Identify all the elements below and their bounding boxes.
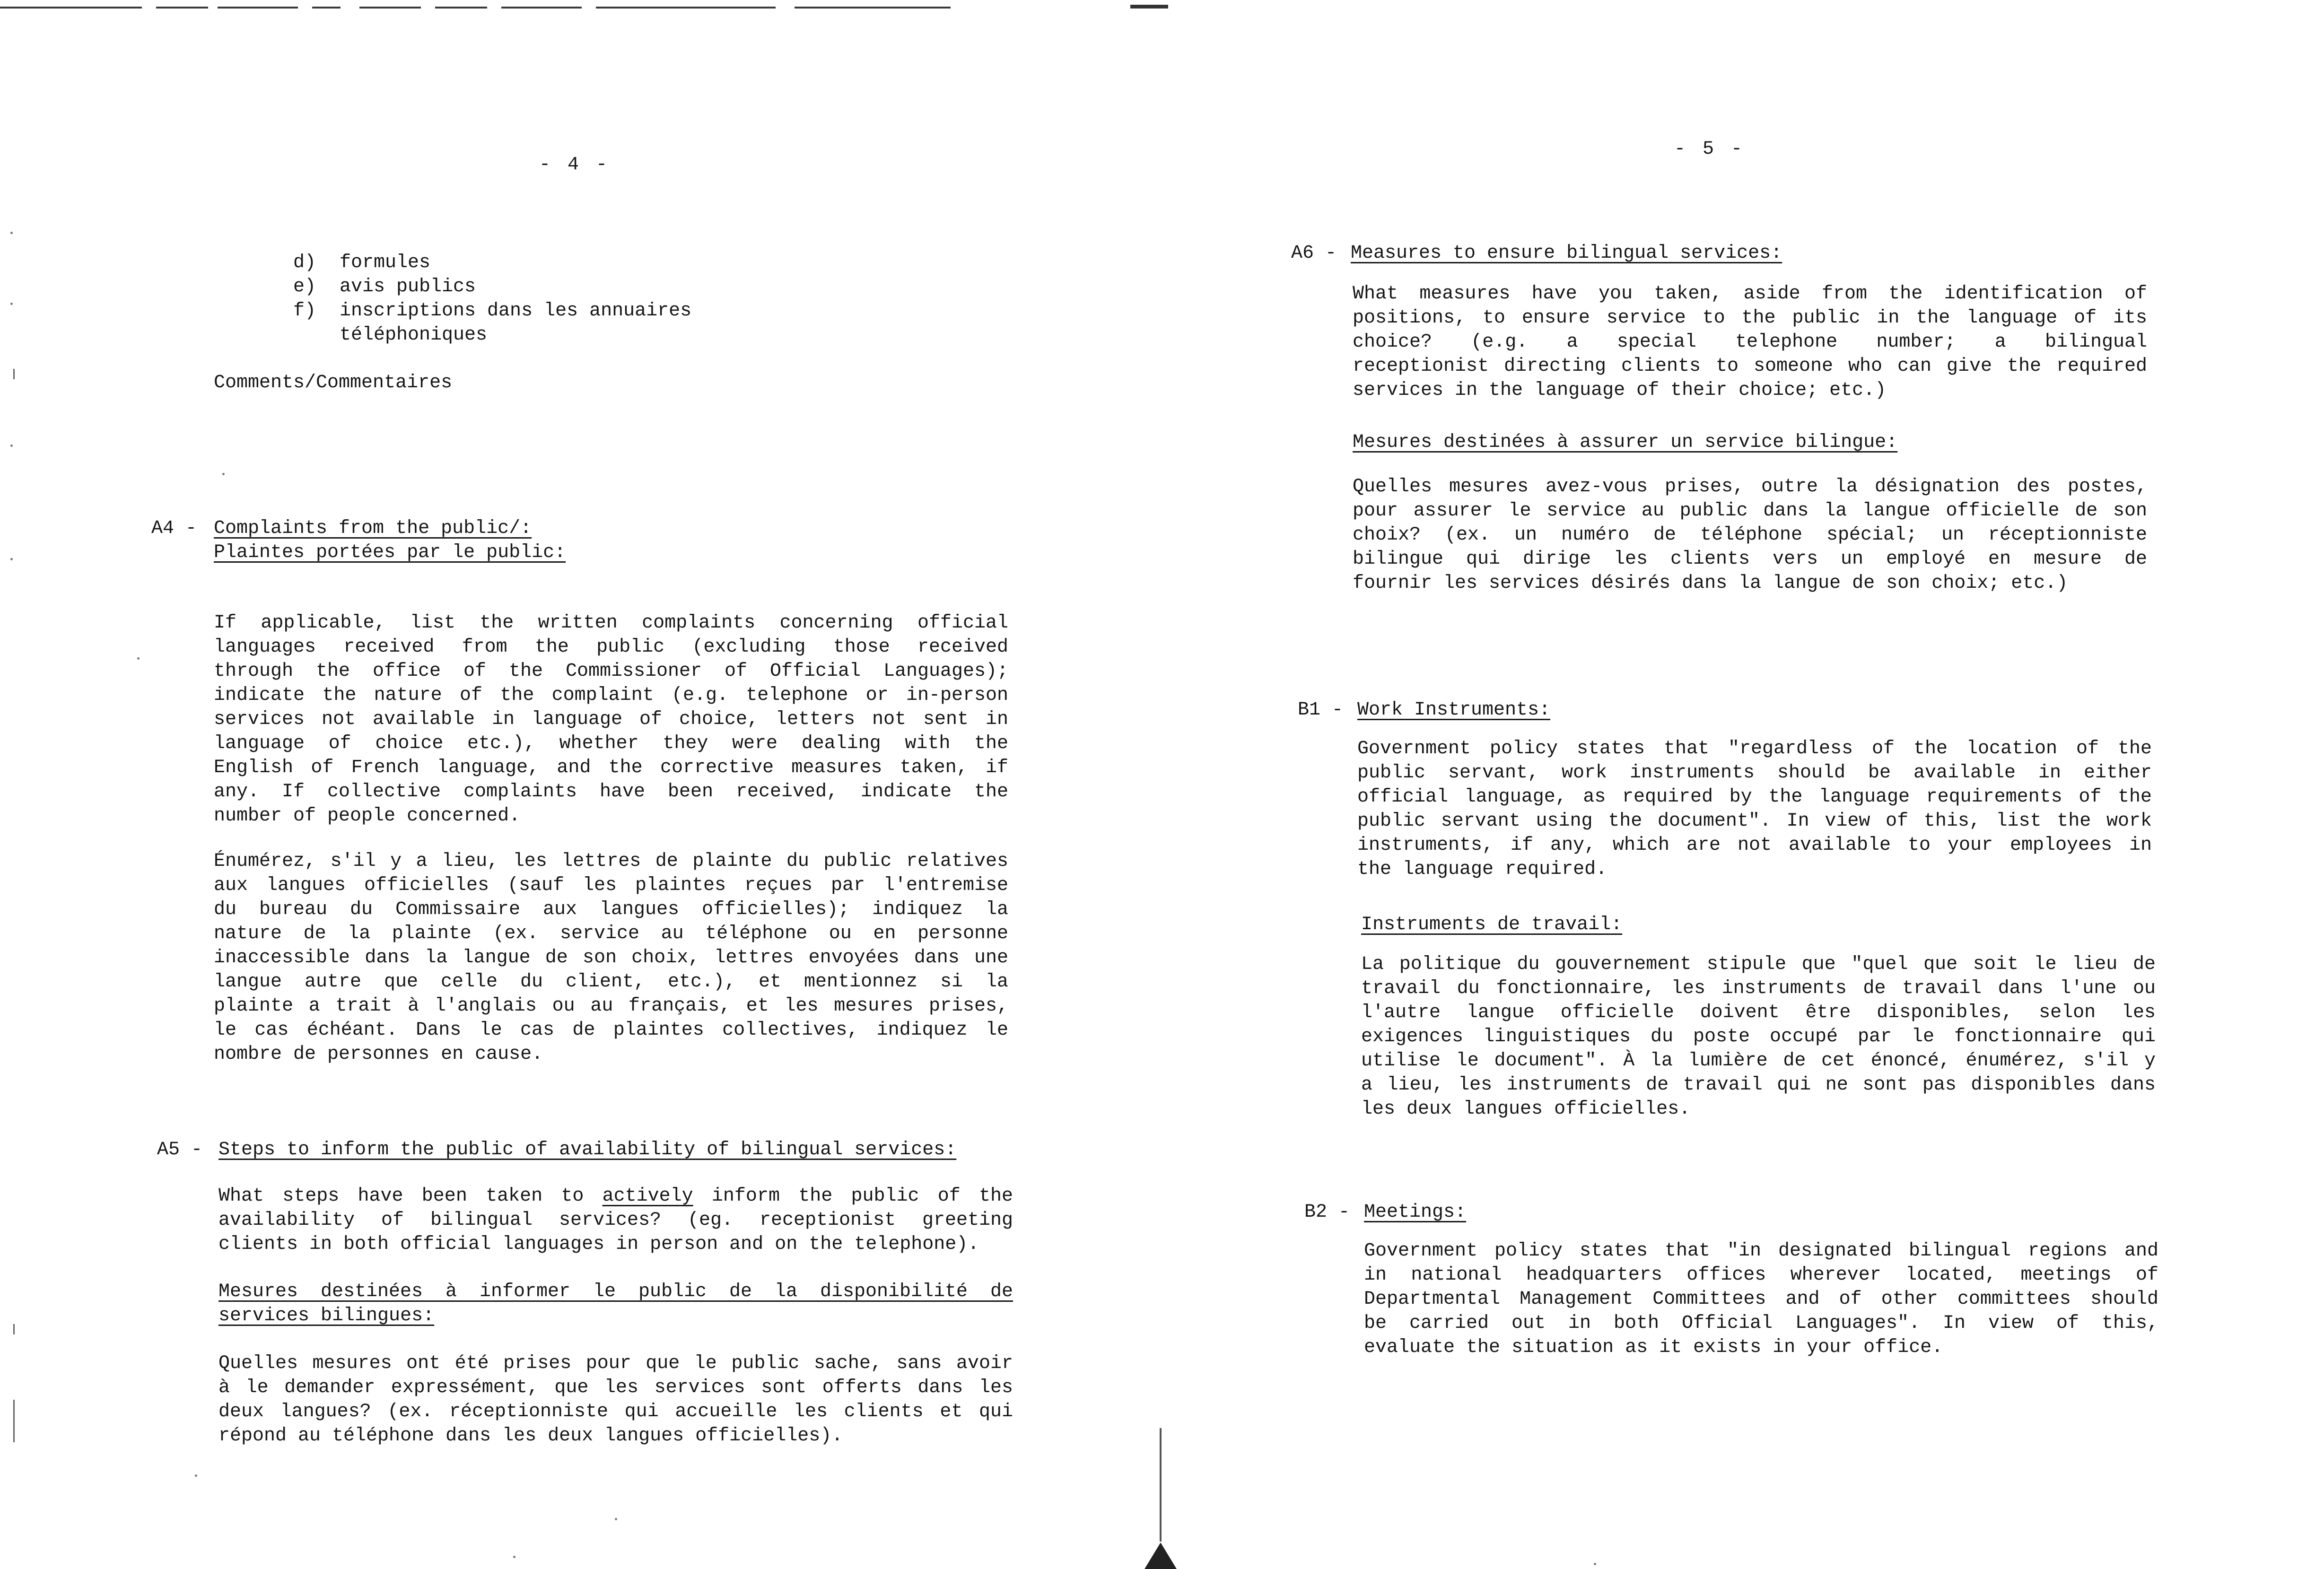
text-line: nombre de personnes en cause. — [214, 1044, 543, 1065]
list-marker: f) — [293, 300, 316, 322]
text-line: à le demander expressément, que les services sont offerts dans les — [218, 1377, 1013, 1398]
list-text: téléphoniques — [340, 324, 488, 346]
paragraph-en — [218, 1184, 1013, 1256]
text-line: inaccessible dans la langue de son choix, lettres envoyées dans une — [214, 947, 1008, 968]
continued-list — [293, 251, 766, 347]
section-heading: Work Instruments: — [1357, 699, 1551, 721]
section-label-b1: B1 - — [1298, 699, 1344, 721]
text-line: the language required. — [1357, 859, 1608, 880]
paragraph-fr — [218, 1351, 1013, 1448]
section-heading: Measures to ensure bilingual services: — [1351, 243, 1782, 264]
text-line: choix? (ex. un numéro de téléphone spécial; un réceptionniste — [1353, 524, 2147, 546]
text-line: any. If collective complaints have been received, indicate the — [214, 781, 1008, 802]
list-marker: d) — [293, 252, 316, 273]
section-label-a4: A4 - — [151, 518, 197, 539]
text-line: bilingue qui dirige les clients vers un employé en mesure de — [1353, 549, 2147, 570]
list-item — [293, 275, 766, 299]
text-line: nature de la plainte (ex. service au téléphone ou en personne — [214, 923, 1008, 944]
text-line: positions, to ensure service to the public in the language of its — [1353, 307, 2147, 329]
section-heading: services bilingues: — [218, 1305, 435, 1326]
text-line: services in the language of their choice; etc.) — [1353, 380, 1887, 401]
text-line: répond au téléphone dans les deux langues officielles). — [218, 1425, 843, 1447]
comments-label: Comments/Commentaires — [214, 372, 453, 393]
section-heading: Complaints from the public/: — [214, 518, 532, 539]
text-line: travail du fonctionnaire, les instruments de travail dans l'une ou — [1361, 978, 2156, 999]
text-line: in national headquarters offices wherever located, meetings of — [1364, 1264, 2158, 1286]
text-line: What measures have you taken, aside from the identification of — [1353, 283, 2147, 305]
text-line: deux langues? (ex. réceptionniste qui accueille les clients et qui — [218, 1401, 1013, 1422]
text-line: fournir les services désirés dans la langue de son choix; etc.) — [1353, 573, 2068, 594]
gutter-line — [1160, 1428, 1162, 1542]
text-line: Departmental Management Committees and of other committees should — [1364, 1289, 2158, 1310]
text-line: pour assurer le service au public dans la langue officielle de son — [1353, 500, 2147, 522]
text-line: indicate the nature of the complaint (e.g. telephone or in-person — [214, 685, 1008, 706]
text-run: inform the public of the — [711, 1185, 1013, 1207]
text-line: through the office of the Commissioner of Official Languages); — [214, 661, 1008, 682]
section-label-b2: B2 - — [1304, 1202, 1350, 1223]
list-text: avis publics — [340, 276, 476, 297]
list-text: formules — [340, 252, 431, 273]
paragraph-fr — [1353, 475, 2147, 595]
text-line: language of choice etc.), whether they were dealing with the — [214, 733, 1008, 754]
section-label-a5: A5 - — [157, 1139, 203, 1160]
paragraph-fr — [214, 849, 1008, 1066]
text-line: English of French language, and the corrective measures taken, if — [214, 757, 1008, 778]
section-heading-fr — [218, 1280, 1013, 1328]
text-line: Government policy states that "in designated bilingual regions and — [1364, 1240, 2158, 1262]
section-heading: Mesures destinées à informer le public de la disponibilité de — [218, 1281, 1013, 1302]
text-line: If applicable, list the written complaints concerning official — [214, 612, 1008, 634]
page-right — [1163, 0, 2324, 1569]
page-number: - 4 - — [539, 154, 611, 175]
list-item — [293, 251, 766, 275]
text-line: clients in both official languages in person and on the telephone). — [218, 1234, 979, 1255]
text-line: Quelles mesures ont été prises pour que le public sache, sans avoir — [218, 1353, 1013, 1374]
paragraph-en — [1357, 737, 2152, 881]
text-line: evaluate the situation as it exists in your office. — [1364, 1337, 1943, 1358]
text-line: Quelles mesures avez-vous prises, outre la désignation des postes, — [1353, 476, 2147, 497]
text-line: les deux langues officielles. — [1361, 1098, 1691, 1120]
text-line — [218, 1184, 1013, 1208]
text-line: languages received from the public (excluding those received — [214, 636, 1008, 658]
text-line: La politique du gouvernement stipule que "quel que soit le lieu de — [1361, 954, 2156, 975]
section-heading: Instruments de travail: — [1361, 914, 1623, 935]
list-text: inscriptions dans les annuaires — [340, 300, 692, 322]
paragraph-en — [1364, 1239, 2158, 1360]
page-left — [0, 0, 1154, 1569]
text-line: exigences linguistiques du poste occupé par le fonctionnaire qui — [1361, 1026, 2156, 1047]
text-run: What steps have been taken to — [218, 1185, 584, 1207]
text-line: Énumérez, s'il y a lieu, les lettres de plainte du public relatives — [214, 851, 1008, 872]
text-line: be carried out in both Official Languages". In view of this, — [1364, 1313, 2158, 1334]
text-line: official language, as required by the language requirements of the — [1357, 786, 2152, 808]
section-heading: Steps to inform the public of availability of bilingual services: — [218, 1139, 957, 1160]
paragraph-en — [1353, 282, 2147, 402]
paragraph-en — [214, 611, 1008, 828]
list-marker: e) — [293, 276, 316, 297]
text-line: receptionist directing clients to someone who can give the required — [1353, 356, 2147, 377]
text-line: services not available in language of choice, letters not sent in — [214, 709, 1008, 730]
text-line: l'autre langue officielle doivent être disponibles, selon les — [1361, 1002, 2156, 1023]
section-label-a6: A6 - — [1291, 243, 1337, 264]
text-line: number of people concerned. — [214, 805, 521, 827]
text-line: aux langues officielles (sauf les plaintes reçues par l'entremise — [214, 875, 1008, 896]
text-line: instruments, if any, which are not available to your employees in — [1357, 835, 2152, 856]
text-line: utilise le document". À la lumière de cet énoncé, énumérez, s'il y — [1361, 1050, 2156, 1072]
text-line: availability of bilingual services? (eg. receptionist greeting — [218, 1210, 1013, 1231]
text-line: langue autre que celle du client, etc.), et mentionnez si la — [214, 971, 1008, 993]
text-line: le cas échéant. Dans le cas de plaintes collectives, indiquez le — [214, 1020, 1008, 1041]
section-heading: Mesures destinées à assurer un service bilingue: — [1353, 432, 1898, 453]
section-heading: Plaintes portées par le public: — [214, 542, 566, 563]
text-line: public servant using the document". In view of this, list the work — [1357, 811, 2152, 832]
text-line: choice? (e.g. a special telephone number; a bilingual — [1353, 331, 2147, 353]
text-line: public servant, work instruments should be available in either — [1357, 762, 2152, 784]
paragraph-fr — [1361, 952, 2156, 1121]
section-heading: Meetings: — [1364, 1202, 1467, 1223]
text-line: Government policy states that "regardless of the location of the — [1357, 738, 2152, 759]
page-number: - 5 - — [1674, 139, 1746, 160]
text-line: du bureau du Commissaire aux langues officielles); indiquez la — [214, 899, 1008, 920]
text-line: plainte a trait à l'anglais ou au français, et les mesures prises, — [214, 995, 1008, 1017]
text-line: a lieu, les instruments de travail qui ne sont pas disponibles dans — [1361, 1074, 2156, 1096]
emphasis-actively: actively — [602, 1185, 693, 1207]
list-item — [293, 299, 766, 347]
